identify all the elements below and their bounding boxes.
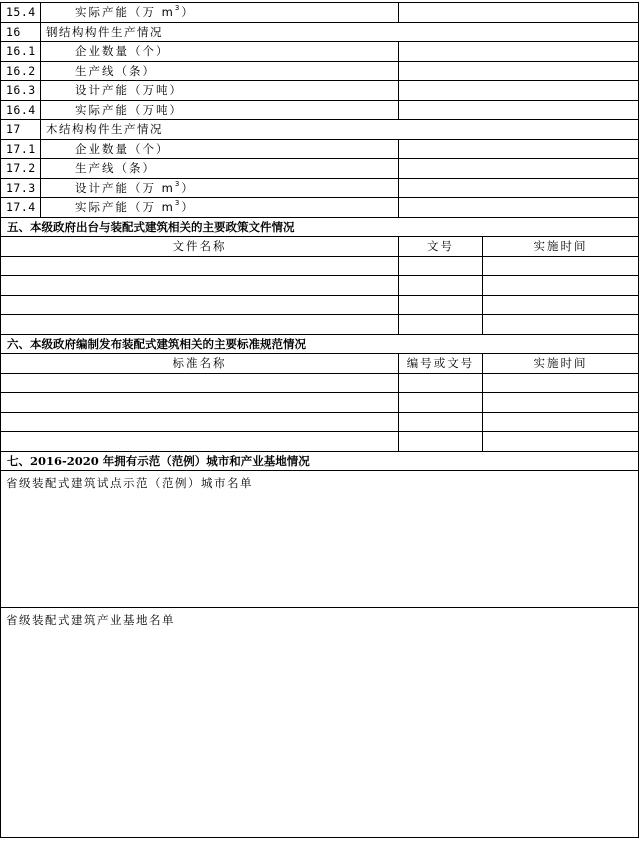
value-input[interactable]: [399, 42, 639, 62]
effective-date-cell[interactable]: [483, 276, 639, 296]
standard-name-cell[interactable]: [1, 412, 399, 432]
row-label: 实际产能（万 $m^3$）: [41, 3, 399, 23]
row-number: 17: [1, 120, 41, 140]
row-number: 15.4: [1, 3, 41, 23]
effective-date-cell[interactable]: [483, 373, 639, 393]
column-header-document-name: 文件名称: [1, 237, 399, 257]
section5-header-row: [1, 217, 639, 237]
row-number: 16.3: [1, 81, 41, 101]
production-row-16-4: [1, 100, 639, 120]
row-number: 17.3: [1, 178, 41, 198]
row-number: 16: [1, 22, 41, 42]
row-label: 设计产能（万 $m^3$）: [41, 178, 399, 198]
standard-number-cell[interactable]: [399, 432, 483, 452]
standard-number-cell[interactable]: [399, 373, 483, 393]
effective-date-cell[interactable]: [483, 295, 639, 315]
row-label: 生产线（条）: [41, 61, 399, 81]
effective-date-cell[interactable]: [483, 256, 639, 276]
section5-title: 五、本级政府出台与装配式建筑相关的主要政策文件情况: [1, 217, 639, 237]
value-input[interactable]: [399, 198, 639, 218]
production-row-17-2: [1, 159, 639, 179]
value-input[interactable]: [399, 3, 639, 23]
document-number-cell[interactable]: [399, 315, 483, 335]
section7-header-row: [1, 451, 639, 471]
section6-title: 六、本级政府编制发布装配式建筑相关的主要标准规范情况: [1, 334, 639, 354]
group-label: 钢结构构件生产情况: [41, 22, 639, 42]
section6-table-row: [1, 432, 639, 452]
group-label: 木结构构件生产情况: [41, 120, 639, 140]
document-number-cell[interactable]: [399, 256, 483, 276]
row-number: 16.2: [1, 61, 41, 81]
column-header-effective-date: 实施时间: [483, 237, 639, 257]
row-label: 实际产能（万 $m^3$）: [41, 198, 399, 218]
section5-column-headers: [1, 237, 639, 257]
section6-table-row: [1, 412, 639, 432]
section6-table-row: [1, 393, 639, 413]
production-row-16-3: [1, 81, 639, 101]
production-group-16: [1, 22, 639, 42]
document-name-cell[interactable]: [1, 256, 399, 276]
base-list-cell[interactable]: [1, 608, 639, 838]
section5-table-row: [1, 315, 639, 335]
effective-date-cell[interactable]: [483, 412, 639, 432]
row-number: 16.1: [1, 42, 41, 62]
value-input[interactable]: [399, 178, 639, 198]
row-label: 设计产能（万吨）: [41, 81, 399, 101]
row-label: 生产线（条）: [41, 159, 399, 179]
report-form: [0, 2, 638, 838]
document-number-cell[interactable]: [399, 295, 483, 315]
row-label: 实际产能（万吨）: [41, 100, 399, 120]
row-number: 17.2: [1, 159, 41, 179]
standard-number-cell[interactable]: [399, 393, 483, 413]
production-row-17-1: [1, 139, 639, 159]
row-label: 企业数量（个）: [41, 139, 399, 159]
column-header-standard-number: 编号或文号: [399, 354, 483, 374]
production-row-16-2: [1, 61, 639, 81]
section7-base-list-row: [1, 608, 639, 838]
base-list-label: 省级装配式建筑产业基地名单: [6, 613, 175, 627]
value-input[interactable]: [399, 159, 639, 179]
production-group-17: [1, 120, 639, 140]
section7-city-list-row: [1, 471, 639, 608]
column-header-document-number: 文号: [399, 237, 483, 257]
effective-date-cell[interactable]: [483, 393, 639, 413]
value-input[interactable]: [399, 81, 639, 101]
production-row-17-3: [1, 178, 639, 198]
section6-column-headers: [1, 354, 639, 374]
city-list-cell[interactable]: [1, 471, 639, 608]
row-number: 16.4: [1, 100, 41, 120]
city-list-label: 省级装配式建筑试点示范（范例）城市名单: [6, 476, 253, 490]
value-input[interactable]: [399, 100, 639, 120]
standard-name-cell[interactable]: [1, 432, 399, 452]
form-table: [0, 2, 639, 838]
row-number: 17.4: [1, 198, 41, 218]
document-name-cell[interactable]: [1, 295, 399, 315]
column-header-effective-date: 实施时间: [483, 354, 639, 374]
row-number: 17.1: [1, 139, 41, 159]
production-row-17-4: [1, 198, 639, 218]
section5-table-row: [1, 276, 639, 296]
section7-title: 七、2016-2020 年拥有示范（范例）城市和产业基地情况: [1, 451, 639, 471]
standard-name-cell[interactable]: [1, 393, 399, 413]
value-input[interactable]: [399, 139, 639, 159]
section6-table-row: [1, 373, 639, 393]
standard-name-cell[interactable]: [1, 373, 399, 393]
column-header-standard-name: 标准名称: [1, 354, 399, 374]
value-input[interactable]: [399, 61, 639, 81]
effective-date-cell[interactable]: [483, 432, 639, 452]
effective-date-cell[interactable]: [483, 315, 639, 335]
section5-table-row: [1, 295, 639, 315]
row-label: 企业数量（个）: [41, 42, 399, 62]
document-name-cell[interactable]: [1, 315, 399, 335]
production-row-16-1: [1, 42, 639, 62]
standard-number-cell[interactable]: [399, 412, 483, 432]
document-number-cell[interactable]: [399, 276, 483, 296]
section6-header-row: [1, 334, 639, 354]
production-row-15-4: [1, 3, 639, 23]
section5-table-row: [1, 256, 639, 276]
document-name-cell[interactable]: [1, 276, 399, 296]
